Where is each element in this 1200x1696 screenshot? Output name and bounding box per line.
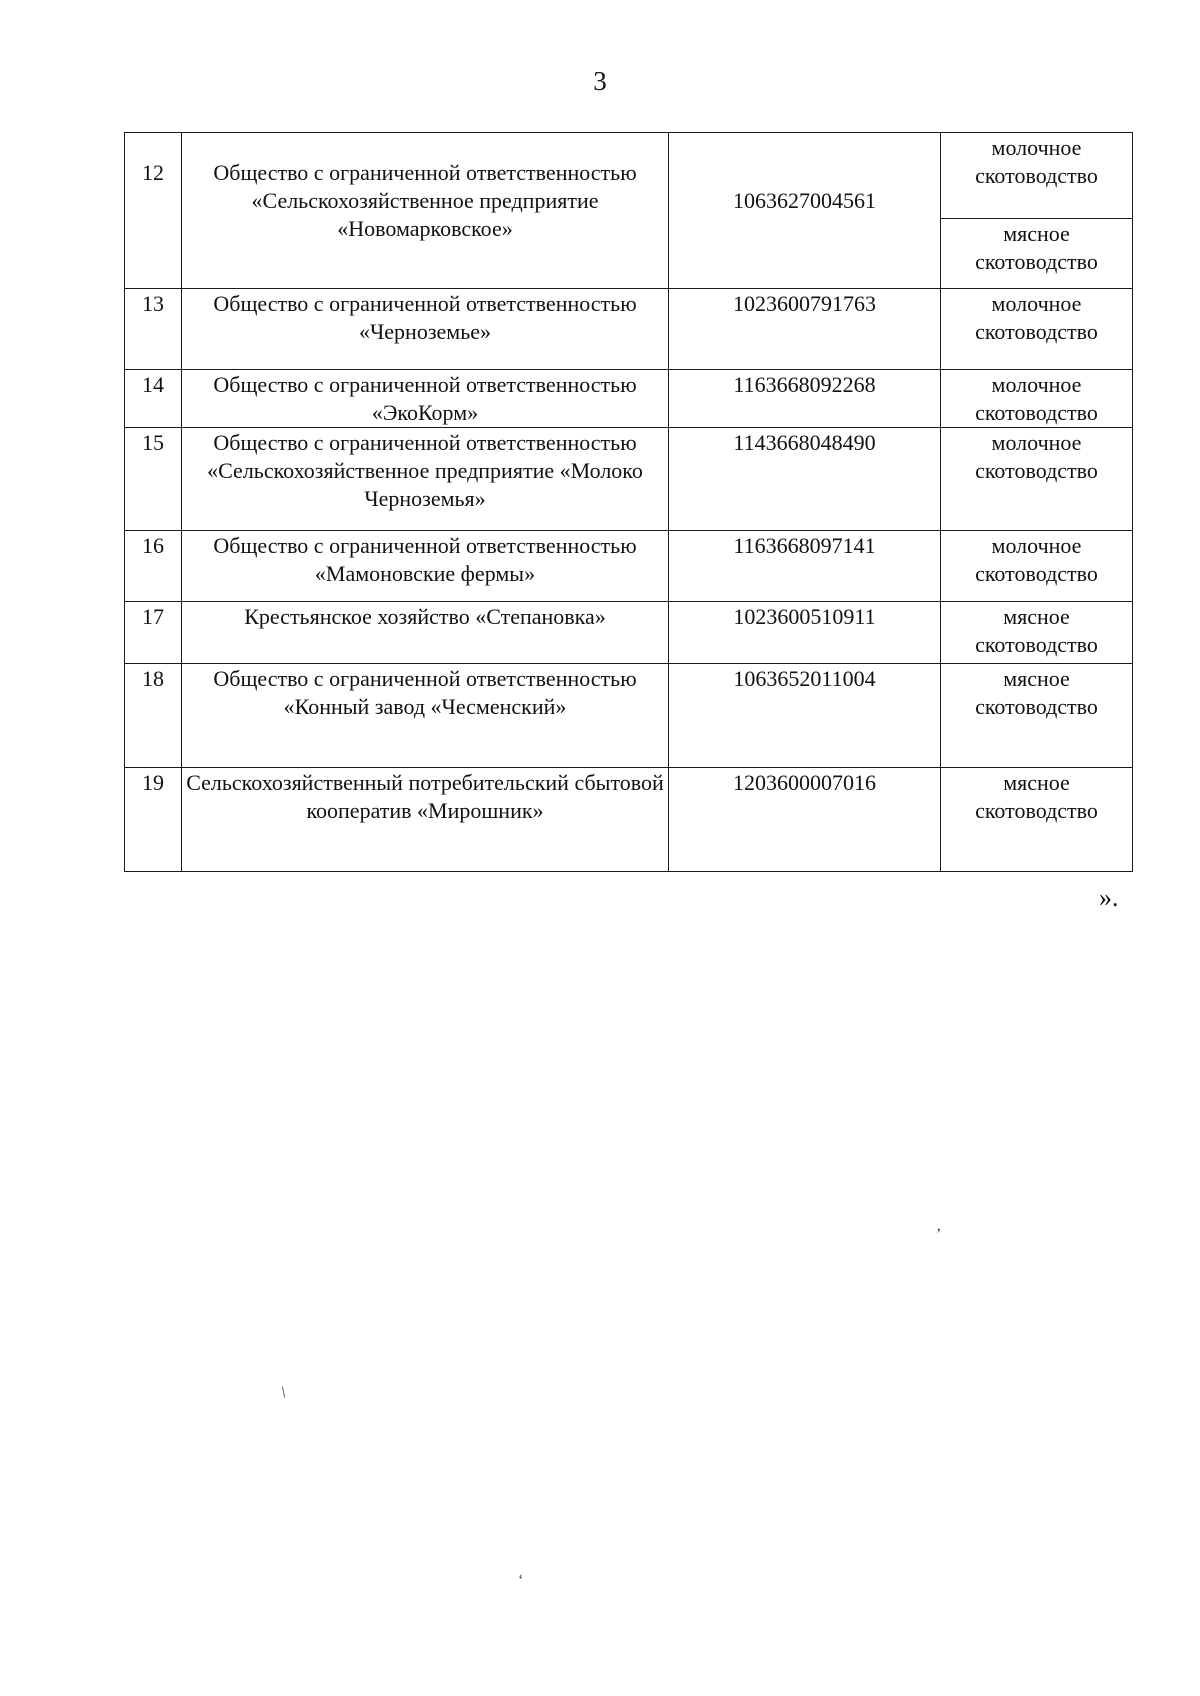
closing-quote-mark: ».	[1099, 883, 1119, 912]
row-number: 18	[125, 664, 182, 768]
scan-speck: /	[277, 1384, 291, 1402]
activity-label: молочное скотоводство	[975, 291, 1098, 344]
ogrn-value: 1063627004561	[669, 133, 941, 289]
ogrn-value: 1203600007016	[669, 768, 941, 872]
table-row	[125, 664, 1133, 768]
activity-label: мясное скотоводство	[975, 604, 1098, 657]
ogrn-value: 1023600510911	[669, 602, 941, 664]
organization-name: Сельскохозяйственный потребительский сбытовой кооператив «Мирошник»	[182, 768, 669, 872]
row-number: 14	[125, 370, 182, 428]
table-row	[125, 428, 1133, 531]
activity-label: молочное скотоводство	[975, 372, 1098, 425]
activity-label: мясное скотоводство	[975, 770, 1098, 823]
activity-label: мясное скотоводство	[975, 666, 1098, 719]
row-number: 17	[125, 602, 182, 664]
row-number: 19	[125, 768, 182, 872]
activity-cell	[941, 428, 1133, 531]
organization-name: Общество с ограниченной ответственностью «Сельскохозяйственное предприятие «Молоко Черноземья»	[182, 428, 669, 531]
table-row	[125, 370, 1133, 428]
organization-name: Общество с ограниченной ответственностью «Конный завод «Чесменский»	[182, 664, 669, 768]
organization-name: Общество с ограниченной ответственностью «Мамоновские фермы»	[182, 531, 669, 602]
activity-label: молочное скотоводство	[975, 430, 1098, 483]
ogrn-value: 1163668092268	[669, 370, 941, 428]
registry-table	[124, 132, 1133, 872]
scan-speck: ’	[936, 1226, 942, 1243]
activity-cell	[941, 219, 1133, 289]
organization-name: Общество с ограниченной ответственностью «ЭкоКорм»	[182, 370, 669, 428]
activity-label: мясное скотоводство	[975, 221, 1098, 274]
organization-name: Общество с ограниченной ответственностью «Черноземье»	[182, 289, 669, 370]
activity-cell	[941, 133, 1133, 219]
row-number: 12	[125, 133, 182, 289]
table-row	[125, 768, 1133, 872]
organization-name: Крестьянское хозяйство «Степановка»	[182, 602, 669, 664]
scan-speck: ‘	[518, 1572, 524, 1589]
table-row	[125, 531, 1133, 602]
page-number: 3	[593, 66, 607, 96]
ogrn-value: 1023600791763	[669, 289, 941, 370]
table-row	[125, 602, 1133, 664]
activity-cell	[941, 289, 1133, 370]
row-number: 15	[125, 428, 182, 531]
activity-cell	[941, 664, 1133, 768]
activity-cell	[941, 768, 1133, 872]
row-number: 13	[125, 289, 182, 370]
table-row	[125, 289, 1133, 370]
table-row	[125, 133, 1133, 219]
activity-cell	[941, 602, 1133, 664]
ogrn-value: 1143668048490	[669, 428, 941, 531]
activity-label: молочное скотоводство	[975, 135, 1098, 188]
row-number: 16	[125, 531, 182, 602]
ogrn-value: 1163668097141	[669, 531, 941, 602]
activity-cell	[941, 531, 1133, 602]
organization-name: Общество с ограниченной ответственностью «Сельскохозяйственное предприятие «Новомарковское»	[182, 133, 669, 289]
activity-cell	[941, 370, 1133, 428]
activity-label: молочное скотоводство	[975, 533, 1098, 586]
ogrn-value: 1063652011004	[669, 664, 941, 768]
